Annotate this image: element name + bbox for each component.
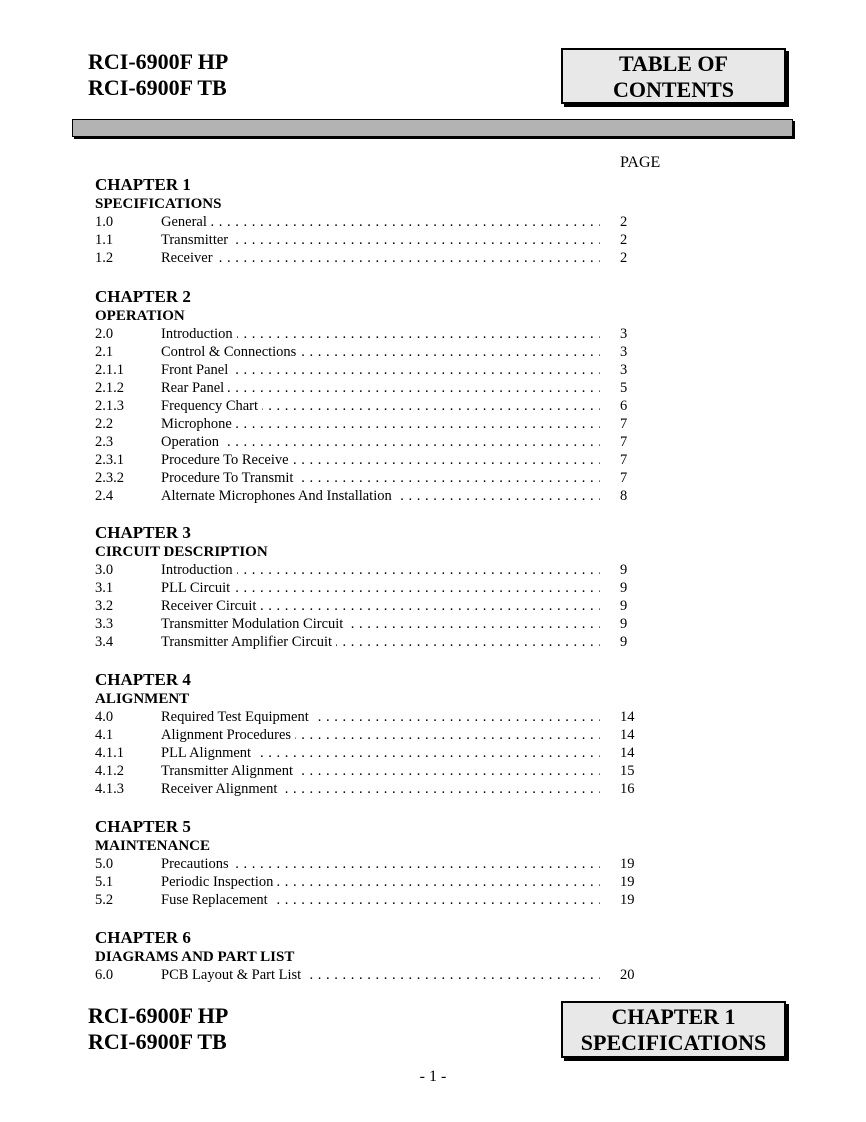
dot-leader [161,451,600,469]
section-number: 5.2 [95,892,114,908]
section-page: 8 [620,488,628,504]
dot-leader [161,966,600,984]
dot-leader [161,469,600,487]
toc-entry[interactable] [95,855,640,873]
toc-entry[interactable] [95,361,640,379]
section-number: 3.3 [95,616,114,632]
section-page: 7 [620,434,628,450]
dot-leader [161,744,600,762]
toc-entry[interactable] [95,249,640,267]
section-page: 14 [620,745,635,761]
chapter-block [95,523,640,651]
toc-entry[interactable] [95,487,640,505]
chapter-block [95,175,640,267]
header-divider-bar [72,119,793,137]
section-number: 3.2 [95,598,114,614]
chapter-block [95,670,640,798]
section-title: Microphone [161,416,236,432]
section-number: 5.0 [95,856,114,872]
section-number: 5.1 [95,874,114,890]
section-page: 6 [620,398,628,414]
section-page: 2 [620,232,628,248]
toc-entry[interactable] [95,726,640,744]
section-title: Required Test Equipment [161,709,313,725]
section-number: 2.3.2 [95,470,124,486]
dot-leader [161,855,600,873]
dot-leader [161,873,600,891]
section-title: Rear Panel [161,380,228,396]
footer-model-names [88,1003,228,1055]
section-page: 14 [620,727,635,743]
chapter-block [95,287,640,505]
toc-entry[interactable] [95,433,640,451]
toc-entry[interactable] [95,579,640,597]
section-page: 9 [620,562,628,578]
section-page: 19 [620,856,635,872]
dot-leader [161,397,600,415]
section-title: Introduction [161,562,237,578]
section-page: 19 [620,892,635,908]
dot-leader [161,361,600,379]
section-page: 7 [620,470,628,486]
section-title: Transmitter Amplifier Circuit [161,634,336,650]
footer-model-1: RCI-6900F HP [88,1003,229,1028]
section-page: 9 [620,598,628,614]
section-title: Receiver Alignment [161,781,281,797]
header-box-line-2: CONTENTS [612,77,735,102]
toc-entry[interactable] [95,615,640,633]
section-number: 4.1 [95,727,114,743]
section-page: 5 [620,380,628,396]
header-model-2: RCI-6900F TB [88,75,227,100]
dot-leader [161,415,600,433]
toc-entry[interactable] [95,451,640,469]
footer-model-2: RCI-6900F TB [88,1029,227,1054]
section-title: Receiver [161,250,217,266]
section-title: Operation [161,434,223,450]
page-number: - 1 - [419,1068,447,1085]
section-title: Transmitter Modulation Circuit [161,616,347,632]
section-page: 20 [620,967,635,983]
section-title: Front Panel [161,362,232,378]
section-title: Introduction [161,326,237,342]
section-number: 2.3.1 [95,452,124,468]
section-number: 4.1.3 [95,781,124,797]
section-title: Frequency Chart [161,398,262,414]
chapter-title: CHAPTER 3 [95,523,191,542]
toc-entry[interactable] [95,780,640,798]
section-number: 3.0 [95,562,114,578]
section-page: 15 [620,763,635,779]
section-title: Procedure To Receive [161,452,293,468]
header-box-line-1: TABLE OF [618,51,728,76]
section-page: 14 [620,709,635,725]
section-number: 2.4 [95,488,114,504]
header-model-1: RCI-6900F HP [88,49,229,74]
section-page: 7 [620,416,628,432]
section-number: 3.4 [95,634,114,650]
footer-box-line-2: SPECIFICATIONS [580,1030,767,1055]
footer-box-line-1: CHAPTER 1 [611,1004,736,1029]
section-title: Periodic Inspection [161,874,277,890]
section-title: Alignment Procedures [161,727,295,743]
section-number: 3.1 [95,580,114,596]
toc-entry[interactable] [95,379,640,397]
section-page: 3 [620,362,628,378]
header-section-box [561,48,786,104]
dot-leader [161,780,600,798]
section-page: 2 [620,214,628,230]
dot-leader [161,633,600,651]
chapter-subtitle: OPERATION [95,308,185,324]
header-model-names [88,49,228,101]
dot-leader [161,213,600,231]
chapter-title: CHAPTER 1 [95,175,191,194]
section-title: PCB Layout & Part List [161,967,305,983]
dot-leader [161,379,600,397]
section-number: 4.0 [95,709,114,725]
section-page: 9 [620,634,628,650]
toc-entry[interactable] [95,343,640,361]
dot-leader [161,708,600,726]
dot-leader [161,231,600,249]
dot-leader [161,726,600,744]
section-page: 9 [620,580,628,596]
section-number: 2.1 [95,344,114,360]
footer-section-box [561,1001,786,1058]
chapter-title: CHAPTER 5 [95,817,191,836]
section-page: 19 [620,874,635,890]
chapter-block [95,928,640,984]
dot-leader [161,597,600,615]
section-page: 7 [620,452,628,468]
section-number: 4.1.2 [95,763,124,779]
section-page: 9 [620,616,628,632]
toc-entry[interactable] [95,469,640,487]
dot-leader [161,325,600,343]
toc-entry[interactable] [95,966,640,984]
chapter-subtitle: SPECIFICATIONS [95,196,222,212]
chapter-subtitle: DIAGRAMS AND PART LIST [95,949,295,965]
section-number: 2.1.2 [95,380,124,396]
section-page: 2 [620,250,628,266]
dot-leader [161,433,600,451]
section-title: Transmitter [161,232,232,248]
section-title: Transmitter Alignment [161,763,297,779]
section-number: 1.1 [95,232,114,248]
toc-entry[interactable] [95,231,640,249]
toc-entry[interactable] [95,397,640,415]
section-title: Control & Connections [161,344,300,360]
dot-leader [161,487,600,505]
toc-entry[interactable] [95,891,640,909]
toc-entry[interactable] [95,325,640,343]
dot-leader [161,615,600,633]
section-title: Procedure To Transmit [161,470,297,486]
toc-entry[interactable] [95,213,640,231]
section-title: PLL Alignment [161,745,255,761]
dot-leader [161,762,600,780]
section-page: 3 [620,326,628,342]
section-page: 16 [620,781,635,797]
toc-entry[interactable] [95,415,640,433]
section-number: 6.0 [95,967,114,983]
page-column-label: PAGE [620,154,661,171]
chapter-subtitle: ALIGNMENT [95,691,190,707]
toc-entry[interactable] [95,744,640,762]
toc-entry[interactable] [95,762,640,780]
section-title: Fuse Replacement [161,892,272,908]
dot-leader [161,343,600,361]
section-number: 1.0 [95,214,114,230]
section-title: Alternate Microphones And Installation [161,488,396,504]
toc-entry[interactable] [95,633,640,651]
section-number: 2.3 [95,434,114,450]
section-title: Precautions [161,856,233,872]
section-title: General [161,214,211,230]
toc-entry[interactable] [95,561,640,579]
toc-entry[interactable] [95,597,640,615]
section-number: 2.1.3 [95,398,124,414]
section-number: 2.1.1 [95,362,124,378]
dot-leader [161,561,600,579]
toc-entry[interactable] [95,873,640,891]
chapter-title: CHAPTER 4 [95,670,191,689]
chapter-title: CHAPTER 6 [95,928,191,947]
section-title: PLL Circuit [161,580,234,596]
section-number: 2.2 [95,416,114,432]
dot-leader [161,891,600,909]
chapter-block [95,817,640,909]
section-number: 2.0 [95,326,114,342]
chapter-subtitle: MAINTENANCE [95,838,211,854]
toc-entry[interactable] [95,708,640,726]
chapter-subtitle: CIRCUIT DESCRIPTION [95,544,268,560]
section-title: Receiver Circuit [161,598,260,614]
section-page: 3 [620,344,628,360]
chapter-title: CHAPTER 2 [95,287,191,306]
section-number: 4.1.1 [95,745,124,761]
section-number: 1.2 [95,250,114,266]
dot-leader [161,249,600,267]
dot-leader [161,579,600,597]
